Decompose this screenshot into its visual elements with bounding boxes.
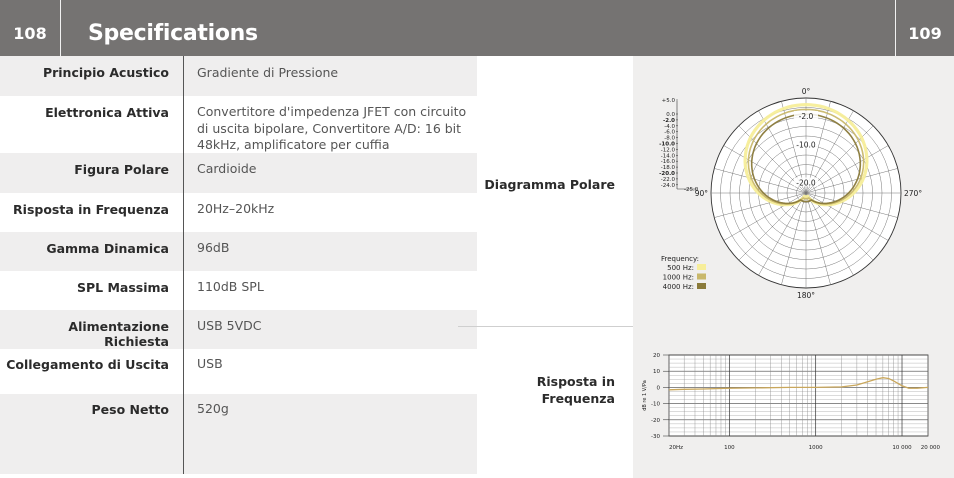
response-ytick-label: -30 [651,434,660,440]
legend-title: Frequency: [661,255,700,263]
scale-label: -25.0 [684,187,699,193]
scale-label: -2.0 [662,117,675,124]
response-label: Risposta in Frequenza [536,374,615,406]
response-xtick-label: 20 000 [920,445,940,451]
response-ytick-label: -10 [651,401,660,408]
response-xtick-label: 20Hz [669,445,684,451]
response-ytick-label: 20 [653,353,660,359]
spec-value: USB [197,356,223,371]
polar-grid [711,98,901,288]
spec-row [0,193,477,232]
spec-label: SPL Massima [77,280,169,295]
spec-value: 20Hz–20kHz [197,201,275,216]
scale-label: -12.0 [660,147,675,154]
frequency-response-chart [633,326,954,478]
legend-label: 4000 Hz: [662,283,694,291]
spec-row [0,310,477,349]
spec-label: Collegamento di Uscita [6,357,169,372]
scale-label: -16.0 [660,159,675,166]
polar-legend [661,255,706,291]
scale-label: -8.0 [664,135,675,142]
response-ylabel: dB re 1 V/Pa [642,380,648,411]
chart-panel [633,56,954,478]
response-ytick-label: 10 [653,369,660,376]
spec-value: 96dB [197,240,230,255]
spec-row [0,394,477,474]
legend-label: 1000 Hz: [662,273,694,282]
scale-label: -24.0 [660,182,675,189]
table-divider [183,56,184,474]
ring-label: -20.0 [796,178,816,188]
spec-label: Risposta in Frequenza [13,202,169,217]
response-xtick-label: 10 000 [892,445,912,451]
ring-label: -10.0 [796,140,816,150]
polar-label: Diagramma Polare [484,177,615,192]
spec-value: 110dB SPL [197,279,264,294]
page-number-left: 108 [13,24,47,43]
scale-label: -20.0 [659,171,675,177]
scale-label: -6.0 [664,129,675,136]
spec-label: Figura Polare [74,162,169,177]
response-xtick-label: 100 [724,445,735,451]
scale-label: -10.0 [659,141,675,148]
legend-swatch [697,283,706,289]
polar-chart [633,56,954,326]
spec-row [0,56,477,96]
scale-label: -4.0 [664,123,675,130]
page-title: Specifications [88,21,258,46]
spec-label: Gamma Dinamica [46,241,169,256]
spec-label: Elettronica Attiva [45,105,169,120]
spec-row [0,349,477,394]
spec-label: Alimentazione Richiesta [68,319,169,349]
legend-swatch [697,264,706,270]
legend-label: 500 Hz: [667,264,694,272]
angle-label: 180° [796,291,816,300]
scale-label: -22.0 [660,176,675,183]
response-ytick-label: 0 [656,385,660,392]
spec-row [0,271,477,310]
ring-label: -2.0 [798,112,814,121]
spec-row [0,232,477,271]
header-divider-left [60,0,61,56]
legend-swatch [697,274,706,280]
spec-value: 520g [197,401,229,416]
scale-label: +5.0 [661,98,675,104]
angle-label: 90° [694,189,708,198]
scale-label: -14.0 [660,153,675,160]
response-grid [669,355,928,436]
spec-label: Principio Acustico [42,65,169,80]
angle-label: 0° [801,87,811,96]
spec-value: Convertitore d'impedenza JFET con circuito di uscita bipolare, Convertitore A/D: 16 bit 48kHz, amplificatore per cuffia [197,104,467,152]
page-header [0,0,954,56]
response-xtick-label: 1000 [808,445,823,451]
spec-row [0,153,477,193]
angle-label: 270° [904,189,923,198]
scale-label: 0.0 [666,112,675,118]
spec-value: Gradiente di Pressione [197,65,339,80]
spec-value: Cardioide [197,161,257,176]
spec-value: USB 5VDC [197,318,262,333]
page-number-right: 109 [908,24,942,43]
spec-label: Peso Netto [91,402,169,417]
spec-row [0,96,477,153]
response-ytick-label: -20 [651,417,660,424]
scale-label: -18.0 [660,165,675,172]
